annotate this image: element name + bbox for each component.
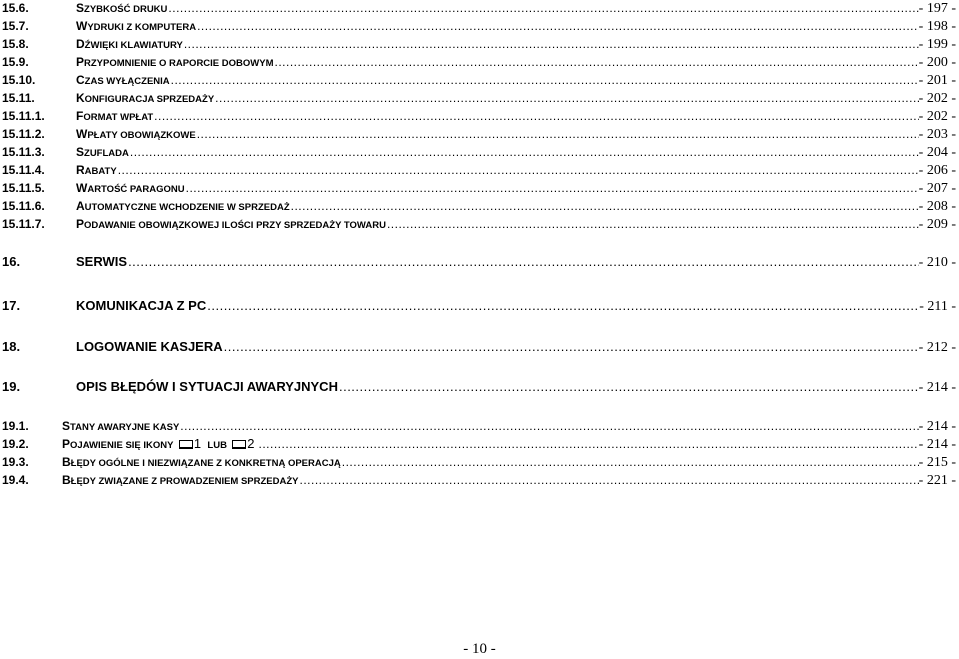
toc-entry-number: 15.11. [2,91,35,105]
toc-entry[interactable] [2,144,956,160]
toc-leader-dots [223,339,919,355]
toc-entry[interactable] [2,472,956,488]
toc-entry[interactable] [2,108,956,124]
toc-section[interactable] [2,379,956,395]
toc-entry-page: - 201 - [918,73,956,88]
toc-entry-title: PRZYPOMNIENIE O RAPORCIE DOBOWYM [76,55,274,69]
toc-entry-page: - 221 - [918,473,956,488]
toc-entry[interactable] [2,180,956,196]
toc-entry-number: 15.11.5. [2,181,45,195]
toc-entry-page: - 199 - [918,37,956,52]
display-icon [179,440,193,449]
toc-entry-title: RABATY [76,163,117,177]
toc-entry-number: 19.1. [2,419,29,433]
toc-section-page: - 210 - [918,255,956,270]
toc-entry-page: - 208 - [918,199,956,214]
toc-section-number: 18. [2,339,21,354]
toc-entry-title: BŁĘDY ZWIĄZANE Z PROWADZENIEM SPRZEDAŻY [62,473,299,487]
toc-entry-title: AUTOMATYCZNE WCHODZENIE W SPRZEDAŻ [76,199,290,213]
toc-section-title: KOMUNIKACJA Z PC [76,298,207,313]
toc-leader-dots [153,108,919,124]
toc-entry-number: 15.8. [2,37,29,51]
page-number: - 10 - [463,641,496,657]
toc-section[interactable] [2,298,956,314]
toc-leader-dots [258,436,919,452]
toc-entry[interactable] [2,126,956,142]
toc-entry[interactable] [2,36,956,52]
toc-entry-page: - 203 - [918,127,956,142]
toc-entry-page: - 209 - [918,217,956,232]
toc-entry[interactable] [2,72,956,88]
toc-leader-dots [338,379,919,395]
toc-entry-number: 19.3. [2,455,29,469]
toc-section-number: 19. [2,379,21,394]
toc-entry-title: FORMAT WPŁAT [76,109,154,123]
toc-entry-number: 15.11.6. [2,199,45,213]
toc-entry-title: STANY AWARYJNE KASY [62,419,180,433]
toc-entry-page: - 214 - [918,419,956,434]
toc-entry-page: - 197 - [918,1,956,16]
toc-entry-page: - 202 - [918,109,956,124]
toc-leader-dots [299,472,919,488]
toc-entry-page: - 200 - [918,55,956,70]
toc-entry-number: 15.9. [2,55,29,69]
toc-entry[interactable] [2,0,956,16]
toc-section-title: LOGOWANIE KASJERA [76,339,223,354]
toc-leader-dots [167,0,918,16]
toc-section-number: 17. [2,298,21,313]
toc-entry-title: BŁĘDY OGÓLNE I NIEZWIĄZANE Z KONKRETNĄ OPERACJĄ [62,455,341,469]
toc-entry-number: 15.11.1. [2,109,45,123]
toc-entry[interactable] [2,198,956,214]
toc-entry-title: POJAWIENIE SIĘ IKONY 1 LUB 2 [62,436,255,451]
toc-entry-title: SZYBKOŚĆ DRUKU [76,1,168,15]
toc-leader-dots [290,198,919,214]
toc-entry[interactable] [2,162,956,178]
toc-leader-dots [214,90,919,106]
toc-section[interactable] [2,339,956,355]
toc-leader-dots [196,126,919,142]
toc-entry-page: - 204 - [918,145,956,160]
toc-entry-number: 15.10. [2,73,36,87]
toc-entry-title: CZAS WYŁĄCZENIA [76,73,170,87]
toc-leader-dots [341,454,919,470]
toc-entry-number: 15.11.4. [2,163,45,177]
toc-entry-title: DŹWIĘKI KLAWIATURY [76,37,183,51]
toc-leader-dots [206,298,919,314]
toc-section-title: OPIS BŁĘDÓW I SYTUACJI AWARYJNYCH [76,379,338,394]
toc-entry-number: 19.2. [2,437,29,451]
toc-entry-page: - 214 - [918,437,956,452]
toc-section-title: SERWIS [76,254,128,269]
toc-leader-dots [170,72,919,88]
toc-entry-number: 15.11.2. [2,127,45,141]
toc-entry-number: 15.7. [2,19,29,33]
toc-entry[interactable] [2,54,956,70]
toc-entry-page: - 206 - [918,163,956,178]
toc-leader-dots [129,144,919,160]
display-icon [232,440,246,449]
toc-entry[interactable] [2,216,956,232]
toc-leader-dots [179,418,918,434]
toc-leader-dots [185,180,919,196]
toc-entry-title: WARTOŚĆ PARAGONU [76,181,185,195]
toc-entry-title: SZUFLADA [76,145,129,159]
toc-section-page: - 214 - [918,380,956,395]
toc-entry[interactable] [2,436,956,452]
toc-leader-dots [196,18,919,34]
toc-entry[interactable] [2,18,956,34]
toc-entry-title: WYDRUKI Z KOMPUTERA [76,19,197,33]
toc-entry-page: - 198 - [918,19,956,34]
toc-entry-page: - 207 - [918,181,956,196]
toc-section[interactable] [2,254,956,270]
toc-entry-number: 15.11.7. [2,217,45,231]
toc-leader-dots [127,254,919,270]
toc-entry-number: 15.11.3. [2,145,45,159]
toc-leader-dots [183,36,919,52]
toc-leader-dots [386,216,919,232]
toc-entry[interactable] [2,418,956,434]
toc-entry-title: WPŁATY OBOWIĄZKOWE [76,127,196,141]
toc-section-page: - 211 - [919,299,956,314]
toc-section-page: - 212 - [918,340,956,355]
toc-entry-number: 19.4. [2,473,29,487]
toc-leader-dots [117,162,919,178]
toc-entry-page: - 215 - [918,455,956,470]
toc-entry-title: KONFIGURACJA SPRZEDAŻY [76,91,215,105]
toc-entry-page: - 202 - [918,91,956,106]
toc-entry-number: 15.6. [2,1,29,15]
toc-entry-title: PODAWANIE OBOWIĄZKOWEJ ILOŚCI PRZY SPRZEDAŻY TOWARU [76,217,386,231]
toc-leader-dots [274,54,919,70]
toc-section-number: 16. [2,254,21,269]
toc-entry[interactable] [2,90,956,106]
toc-entry[interactable] [2,454,956,470]
